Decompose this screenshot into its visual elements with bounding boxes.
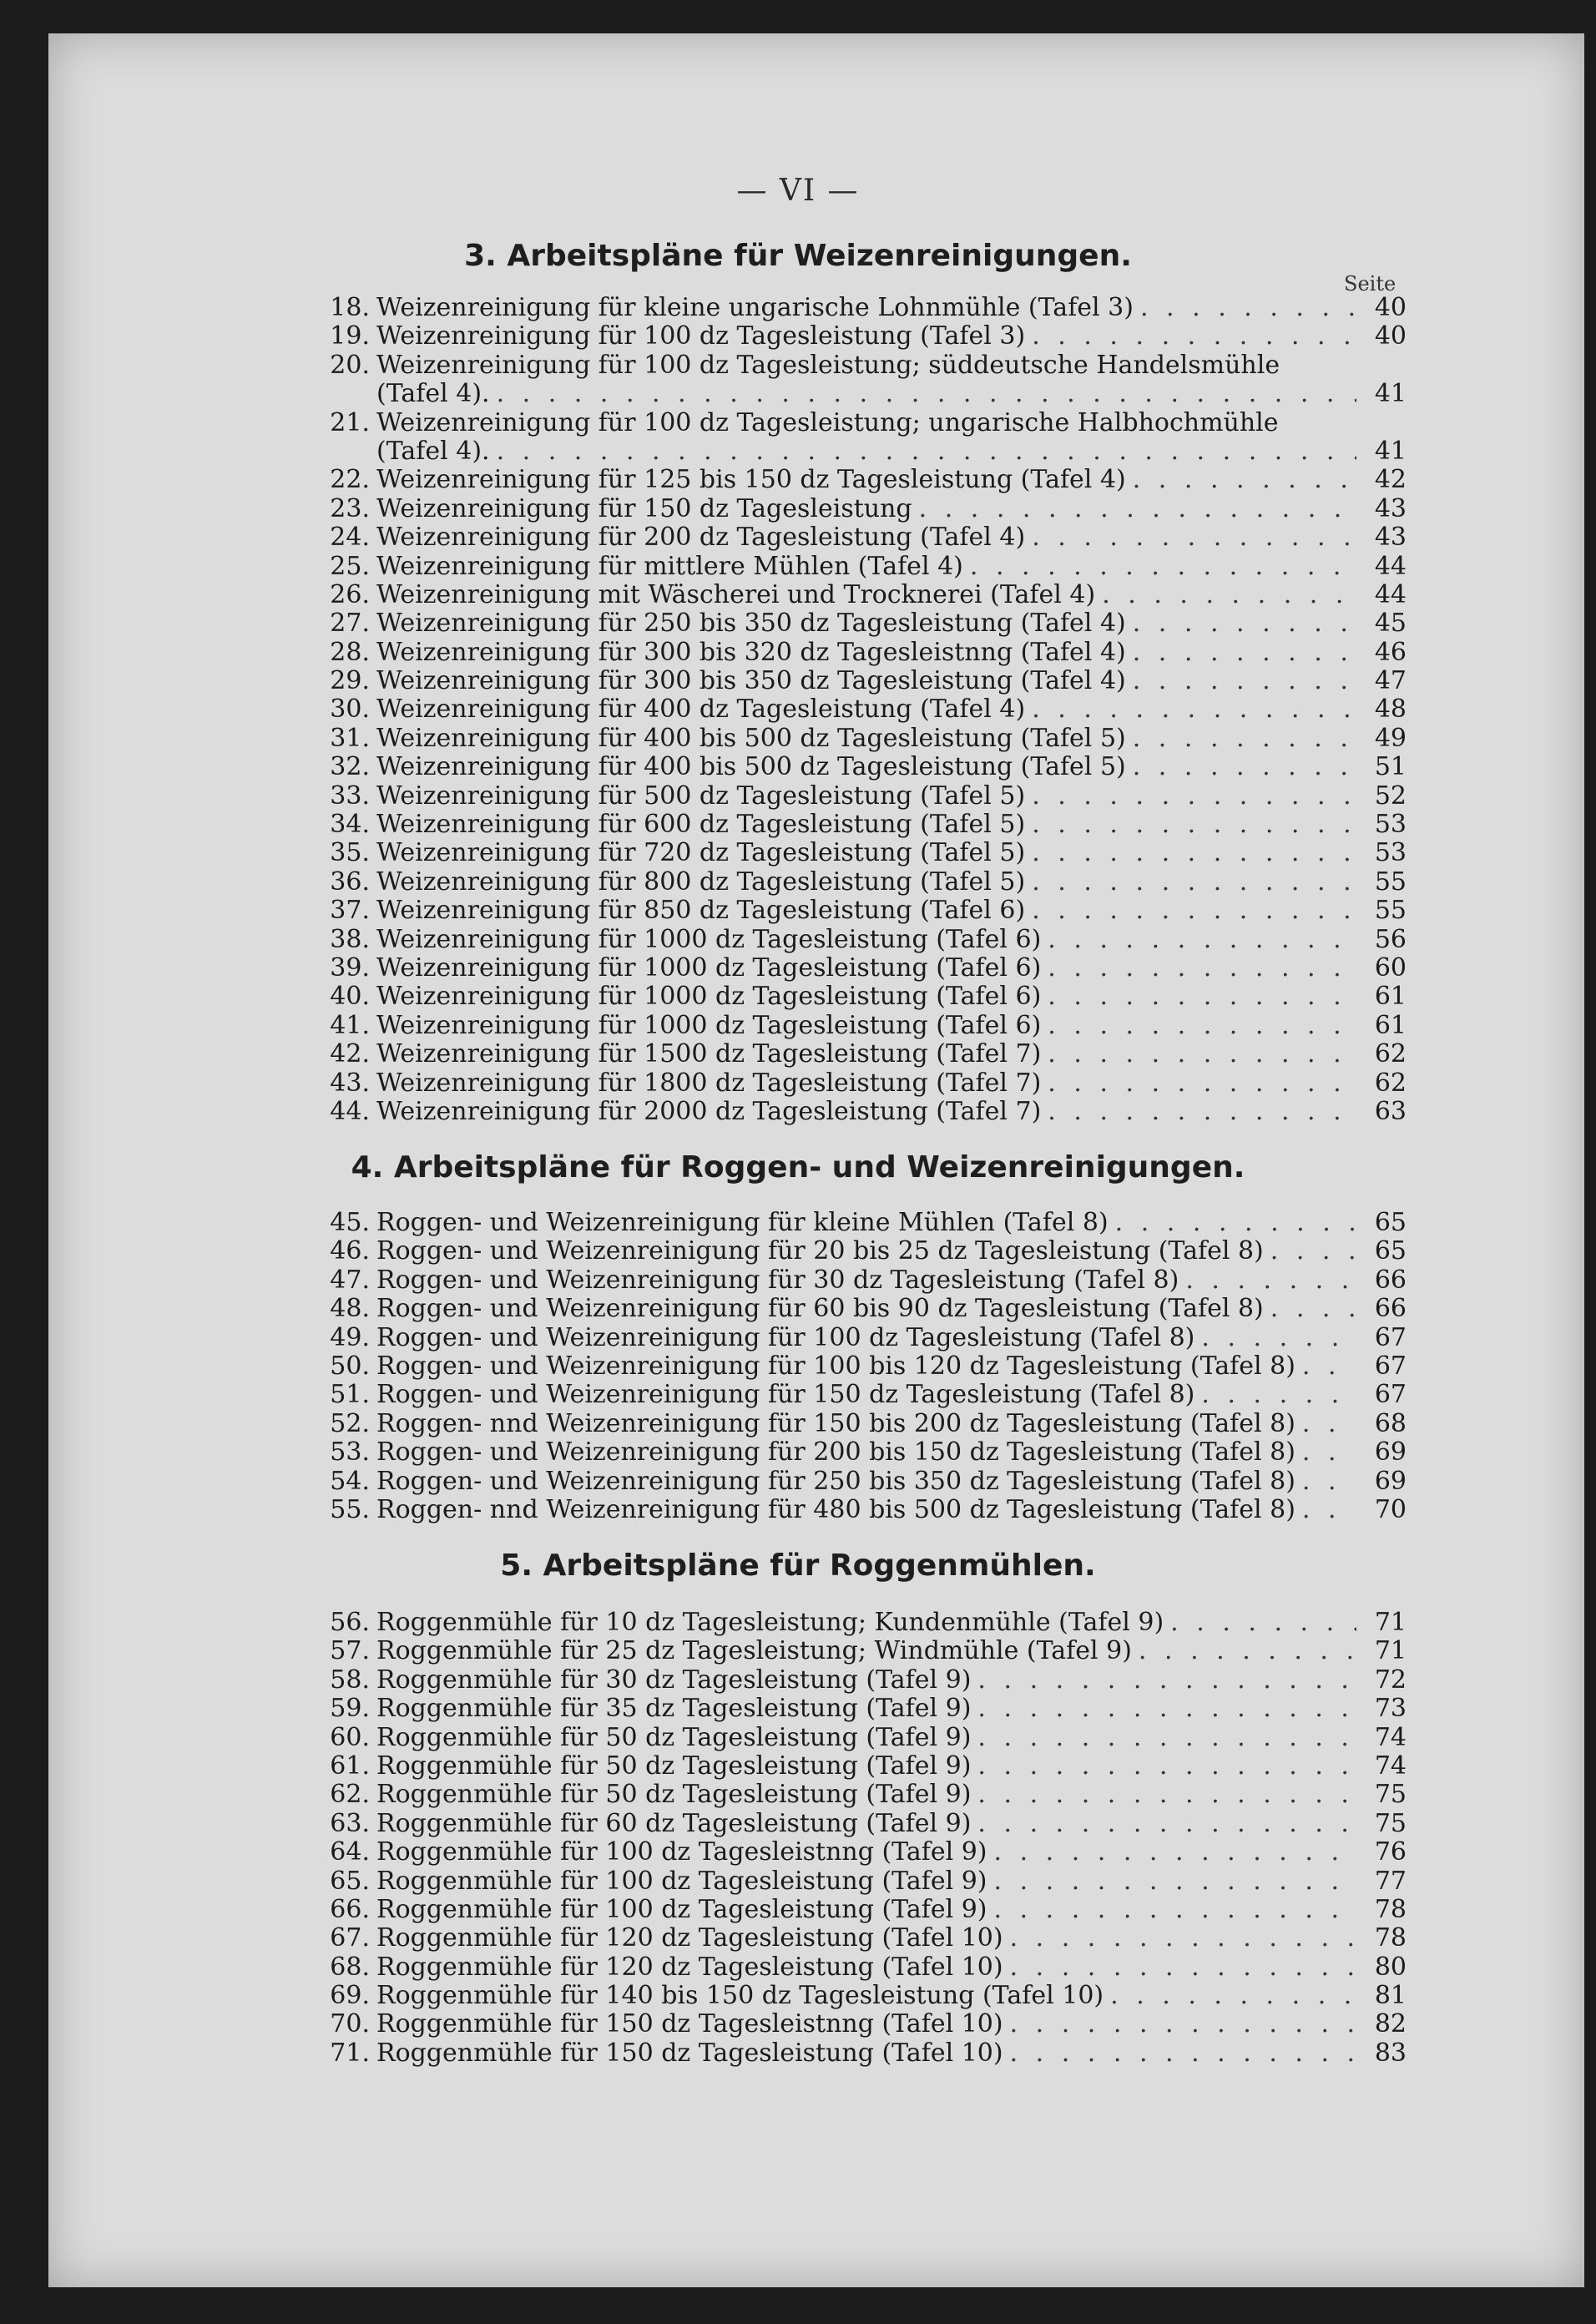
dot-leader [1010,1924,1356,1953]
entry-number: 70. [330,2009,370,2039]
entry-title: Weizenreinigung für 125 bis 150 dz Tagesleistung (Tafel 4) [376,465,1126,495]
entry-title: Roggenmühle für 60 dz Tagesleistung (Tafel 9) [376,1808,972,1838]
entry-title: Roggenmühle für 50 dz Tagesleistung (Tafel 9) [376,1722,972,1752]
entry-page: 67 [1374,1322,1407,1352]
toc-entry [321,667,1407,695]
entry-page: 51 [1374,752,1407,782]
entry-number: 29. [330,666,370,696]
entry-number: 58. [330,1665,370,1695]
entry-title: Weizenreinigung für 100 dz Tagesleistung (Tafel 3) [376,321,1026,351]
dot-leader [1302,1468,1356,1496]
dot-leader [1032,782,1356,811]
entry-number: 61. [330,1751,370,1781]
entry-number: 55. [330,1494,370,1524]
entry-page: 53 [1374,810,1407,840]
entry-number: 62. [330,1780,370,1810]
entry-number: 49. [330,1322,370,1352]
entry-title: Weizenreinigung für 100 dz Tagesleistung; ungarische Halbhochmühle [376,407,1279,437]
page-number: — VI — [736,174,860,208]
dot-leader [1185,1266,1356,1295]
dot-leader [1010,2039,1356,2068]
entry-page: 75 [1374,1780,1407,1810]
entry-page: 65 [1374,1208,1407,1237]
entry-number: 22. [330,465,370,495]
entry-title: Roggenmühle für 100 dz Tagesleistung (Tafel 9) [376,1866,987,1896]
toc-entry-continuation [321,437,1407,466]
toc-entry [321,1295,1407,1323]
entry-number: 28. [330,637,370,667]
dot-leader [977,1781,1356,1809]
entry-number: 47. [330,1265,370,1295]
dot-leader [994,1867,1357,1896]
entry-title: Roggen- und Weizenreinigung für 20 bis 25 dz Tagesleistung (Tafel 8) [376,1236,1264,1266]
entry-title: Roggenmühle für 25 dz Tagesleistung; Windmühle (Tafel 9) [376,1636,1132,1666]
toc-entry [321,466,1407,494]
entry-page: 83 [1374,2038,1407,2068]
toc-entry [321,1724,1407,1752]
dot-leader [1133,639,1356,667]
entry-number: 30. [330,695,370,725]
entry-page: 49 [1374,723,1407,753]
entry-number: 66. [330,1894,370,1924]
entry-title: Roggenmühle für 50 dz Tagesleistung (Tafel 9) [376,1780,972,1810]
toc-entry [321,1924,1407,1953]
entry-title: Weizenreinigung für 250 bis 350 dz Tagesleistung (Tafel 4) [376,609,1126,639]
dot-leader [1133,609,1356,638]
toc-entry [321,897,1407,925]
entry-number: 32. [330,752,370,782]
entry-number: 18. [330,293,370,322]
toc-entry [321,753,1407,781]
entry-number: 34. [330,810,370,840]
entry-page: 78 [1374,1894,1407,1924]
entry-title: Roggenmühle für 30 dz Tagesleistung (Tafel 9) [376,1665,972,1695]
entry-page: 53 [1374,838,1407,868]
entry-page: 55 [1374,866,1407,897]
entry-title: Weizenreinigung für 1000 dz Tagesleistung (Tafel 6) [376,952,1042,983]
dot-leader [1032,897,1356,925]
dot-leader [1032,695,1356,724]
toc-entry [321,639,1407,667]
entry-number: 33. [330,781,370,811]
toc-entry [321,1069,1407,1098]
entry-number: 57. [330,1636,370,1666]
entry-page: 66 [1374,1294,1407,1324]
toc-entry [321,1496,1407,1524]
entry-number: 26. [330,579,370,609]
entry-title: Weizenreinigung für 2000 dz Tagesleistung (Tafel 7) [376,1096,1042,1126]
dot-leader [1133,667,1356,695]
dot-leader [919,495,1356,523]
entry-page: 69 [1374,1437,1407,1468]
dot-leader [1139,1637,1356,1665]
entry-page: 61 [1374,1010,1407,1040]
dot-leader [1133,753,1356,781]
entry-number: 50. [330,1351,370,1381]
entry-title: Weizenreinigung für 150 dz Tagesleistung [376,493,912,523]
entry-number: 65. [330,1866,370,1896]
entry-page: 45 [1374,609,1407,639]
entry-title: Roggenmühle für 10 dz Tagesleistung; Kundenmühle (Tafel 9) [376,1608,1164,1637]
entry-page: 71 [1374,1636,1407,1666]
entry-page: 60 [1374,952,1407,983]
entry-title: Weizenreinigung für 400 dz Tagesleistung (Tafel 4) [376,695,1026,725]
entry-page: 68 [1374,1408,1407,1438]
dot-leader [994,1896,1357,1924]
entry-title: Roggen- und Weizenreinigung für 200 bis 150 dz Tagesleistung (Tafel 8) [376,1437,1295,1468]
entry-title: Roggenmühle für 150 dz Tagesleistnng (Tafel 10) [376,2009,1003,2039]
entry-title: Weizenreinigung für 100 dz Tagesleistung; süddeutsche Handelsmühle [376,350,1280,380]
toc-section-5 [321,1609,1407,2068]
entry-title: Roggenmühle für 150 dz Tagesleistung (Tafel 10) [376,2038,1003,2068]
toc-entry [321,1324,1407,1352]
dot-leader [1302,1496,1356,1524]
toc-entry [321,782,1407,811]
entry-title: Weizenreinigung für 200 dz Tagesleistung (Tafel 4) [376,523,1026,553]
dot-leader [1133,466,1356,494]
entry-number: 38. [330,924,370,954]
entry-title: Roggen- und Weizenreinigung für 100 dz Tagesleistung (Tafel 8) [376,1322,1195,1352]
dot-leader [1032,868,1356,897]
entry-title: Weizenreinigung für 800 dz Tagesleistung (Tafel 5) [376,866,1026,897]
entry-page: 48 [1374,695,1407,725]
entry-page: 67 [1374,1380,1407,1410]
entry-page: 43 [1374,493,1407,523]
entry-number: 51. [330,1380,370,1410]
dot-leader [1140,294,1356,322]
entry-page: 75 [1374,1808,1407,1838]
entry-number: 37. [330,896,370,926]
toc-entry [321,2010,1407,2039]
entry-page: 40 [1374,293,1407,322]
toc-entry [321,1838,1407,1867]
toc-entry [321,609,1407,638]
entry-page: 67 [1374,1351,1407,1381]
entry-page: 72 [1374,1665,1407,1695]
toc-entry [321,495,1407,523]
entry-number: 53. [330,1437,370,1468]
entry-page: 55 [1374,896,1407,926]
entry-title: Roggen- und Weizenreinigung für 60 bis 90 dz Tagesleistung (Tafel 8) [376,1294,1264,1324]
entry-page: 74 [1374,1722,1407,1752]
entry-number: 20. [330,350,370,380]
entry-number: 42. [330,1039,370,1069]
section-heading-4: 4. Arbeitspläne für Roggen- und Weizenreinigungen. [351,1150,1245,1185]
dot-leader [497,380,1356,408]
entry-number: 63. [330,1808,370,1838]
entry-page: 73 [1374,1694,1407,1724]
toc-entry [321,954,1407,983]
dot-leader [1102,581,1356,609]
entry-page: 63 [1374,1096,1407,1126]
entry-page: 74 [1374,1751,1407,1781]
entry-title: Roggen- nnd Weizenreinigung für 480 bis 500 dz Tagesleistung (Tafel 8) [376,1494,1295,1524]
toc-entry [321,1637,1407,1665]
toc-entry [321,983,1407,1011]
entry-number: 68. [330,1952,370,1982]
entry-title: Weizenreinigung für 1500 dz Tagesleistung (Tafel 7) [376,1039,1042,1069]
column-header-seite: Seite [1344,272,1396,296]
entry-title: Roggen- und Weizenreinigung für 100 bis 120 dz Tagesleistung (Tafel 8) [376,1351,1295,1381]
toc-entry [321,1040,1407,1069]
entry-title: Roggenmühle für 50 dz Tagesleistung (Tafel 9) [376,1751,972,1781]
entry-title: Weizenreinigung für kleine ungarische Lohnmühle (Tafel 3) [376,293,1134,322]
entry-title: Roggen- und Weizenreinigung für 150 dz Tagesleistung (Tafel 8) [376,1380,1195,1410]
dot-leader [1048,954,1356,983]
entry-page: 40 [1374,321,1407,351]
entry-page: 61 [1374,982,1407,1012]
entry-title: Weizenreinigung für 500 dz Tagesleistung (Tafel 5) [376,781,1026,811]
entry-page: 44 [1374,551,1407,581]
toc-entry-continuation [321,380,1407,408]
entry-title: Roggenmühle für 140 bis 150 dz Tagesleistung (Tafel 10) [376,1981,1104,2011]
entry-title: Roggenmühle für 35 dz Tagesleistung (Tafel 9) [376,1694,972,1724]
entry-number: 48. [330,1294,370,1324]
entry-page: 41 [1374,379,1407,409]
toc-entry [321,1012,1407,1040]
entry-title: Roggenmühle für 120 dz Tagesleistung (Tafel 10) [376,1923,1003,1953]
entry-page: 52 [1374,781,1407,811]
dot-leader [1201,1381,1356,1409]
toc-entry [321,2039,1407,2068]
entry-title: Weizenreinigung für 1000 dz Tagesleistung (Tafel 6) [376,982,1042,1012]
entry-page: 62 [1374,1039,1407,1069]
entry-page: 81 [1374,1981,1407,2011]
toc-entry [321,1982,1407,2010]
entry-page: 70 [1374,1494,1407,1524]
entry-title: Weizenreinigung für 1800 dz Tagesleistung (Tafel 7) [376,1068,1042,1098]
entry-title: Weizenreinigung mit Wäscherei und Trocknerei (Tafel 4) [376,579,1096,609]
entry-page: 43 [1374,523,1407,553]
toc-entry [321,409,1407,437]
dot-leader [1010,1953,1356,1982]
dot-leader [1048,1012,1356,1040]
entry-number: 27. [330,609,370,639]
entry-title: Weizenreinigung für 300 bis 350 dz Tagesleistung (Tafel 4) [376,666,1126,696]
dot-leader [1032,811,1356,839]
entry-title: Weizenreinigung für mittlere Mühlen (Tafel 4) [376,551,963,581]
toc-entry [321,1237,1407,1266]
entry-page: 47 [1374,666,1407,696]
toc-entry [321,1695,1407,1723]
entry-number: 52. [330,1408,370,1438]
toc-entry [321,926,1407,954]
entry-page: 76 [1374,1837,1407,1867]
entry-page: 71 [1374,1608,1407,1637]
entry-title: Roggen- und Weizenreinigung für 250 bis 350 dz Tagesleistung (Tafel 8) [376,1466,1295,1496]
entry-number: 44. [330,1096,370,1126]
dot-leader [1270,1237,1356,1266]
toc-entry [321,581,1407,609]
toc-entry [321,1867,1407,1896]
toc-entry [321,322,1407,351]
dot-leader [977,1695,1356,1723]
toc-entry [321,523,1407,552]
entry-page: 62 [1374,1068,1407,1098]
entry-title: Weizenreinigung für 1000 dz Tagesleistung (Tafel 6) [376,1010,1042,1040]
entry-number: 64. [330,1837,370,1867]
entry-number: 56. [330,1608,370,1637]
toc-entry [321,1666,1407,1695]
entry-number: 24. [330,523,370,553]
section-heading-3: 3. Arbeitspläne für Weizenreinigungen. [464,239,1132,273]
entry-page: 69 [1374,1466,1407,1496]
entry-number: 39. [330,952,370,983]
toc-entry [321,1609,1407,1637]
entry-title: Weizenreinigung für 720 dz Tagesleistung (Tafel 5) [376,838,1026,868]
toc-entry [321,1352,1407,1381]
dot-leader [1048,926,1356,954]
entry-number: 43. [330,1068,370,1098]
dot-leader [1133,725,1356,753]
entry-title: Weizenreinigung für 300 bis 320 dz Tagesleistnng (Tafel 4) [376,637,1126,667]
dot-leader [977,1810,1356,1838]
toc-entry [321,725,1407,753]
dot-leader [977,1724,1356,1752]
toc-entry [321,1209,1407,1237]
entry-title: Roggenmühle für 120 dz Tagesleistung (Tafel 10) [376,1952,1003,1982]
toc-entry [321,839,1407,867]
entry-number: 40. [330,982,370,1012]
toc-entry [321,1781,1407,1809]
dot-leader [1302,1352,1356,1381]
toc-entry [321,1953,1407,1982]
toc-entry [321,1098,1407,1126]
dot-leader [1110,1982,1356,2010]
toc-entry [321,1410,1407,1438]
toc-entry [321,1468,1407,1496]
entry-title-continuation: (Tafel 4). [376,379,490,409]
entry-page: 46 [1374,637,1407,667]
dot-leader [977,1752,1356,1781]
toc-entry [321,351,1407,380]
dot-leader [1032,322,1356,351]
toc-entry [321,1266,1407,1295]
entry-page: 77 [1374,1866,1407,1896]
dot-leader [994,1838,1357,1867]
entry-number: 67. [330,1923,370,1953]
toc-section-3 [321,294,1407,1126]
dot-leader [977,1666,1356,1695]
toc-entry [321,695,1407,724]
entry-page: 82 [1374,2009,1407,2039]
entry-title: Weizenreinigung für 850 dz Tagesleistung (Tafel 6) [376,896,1026,926]
entry-title: Roggen- und Weizenreinigung für kleine Mühlen (Tafel 8) [376,1208,1109,1237]
entry-title: Roggenmühle für 100 dz Tagesleistung (Tafel 9) [376,1894,987,1924]
entry-number: 25. [330,551,370,581]
toc-entry [321,1896,1407,1924]
entry-number: 69. [330,1981,370,2011]
entry-number: 35. [330,838,370,868]
toc-entry [321,1381,1407,1409]
toc-entry [321,1752,1407,1781]
toc-section-4 [321,1209,1407,1524]
toc-entry [321,553,1407,581]
dot-leader [970,553,1356,581]
entry-number: 60. [330,1722,370,1752]
dot-leader [1270,1295,1356,1323]
entry-page: 41 [1374,436,1407,466]
entry-number: 46. [330,1236,370,1266]
toc-entry [321,1810,1407,1838]
entry-title: Weizenreinigung für 400 bis 500 dz Tagesleistung (Tafel 5) [376,752,1126,782]
dot-leader [1302,1438,1356,1467]
dot-leader [497,437,1356,466]
entry-page: 66 [1374,1265,1407,1295]
toc-entry [321,868,1407,897]
entry-number: 54. [330,1466,370,1496]
dot-leader [1170,1609,1356,1637]
entry-page: 42 [1374,465,1407,495]
dot-leader [1032,523,1356,552]
entry-page: 44 [1374,579,1407,609]
dot-leader [1048,1098,1356,1126]
dot-leader [1010,2010,1356,2039]
entry-title: Roggenmühle für 100 dz Tagesleistnng (Tafel 9) [376,1837,987,1867]
toc-entry [321,294,1407,322]
dot-leader [1048,1040,1356,1069]
entry-number: 23. [330,493,370,523]
entry-number: 59. [330,1694,370,1724]
entry-page: 78 [1374,1923,1407,1953]
toc-entry [321,1438,1407,1467]
entry-title: Weizenreinigung für 600 dz Tagesleistung (Tafel 5) [376,810,1026,840]
entry-title-continuation: (Tafel 4). [376,436,490,466]
entry-number: 41. [330,1010,370,1040]
section-heading-5: 5. Arbeitspläne für Roggenmühlen. [500,1548,1096,1583]
toc-entry [321,811,1407,839]
entry-number: 36. [330,866,370,897]
entry-number: 45. [330,1208,370,1237]
dot-leader [1048,1069,1356,1098]
entry-title: Weizenreinigung für 400 bis 500 dz Tagesleistung (Tafel 5) [376,723,1126,753]
entry-page: 56 [1374,924,1407,954]
dot-leader [1201,1324,1356,1352]
entry-page: 65 [1374,1236,1407,1266]
entry-page: 80 [1374,1952,1407,1982]
entry-title: Roggen- nnd Weizenreinigung für 150 bis 200 dz Tagesleistung (Tafel 8) [376,1408,1295,1438]
entry-number: 71. [330,2038,370,2068]
entry-number: 19. [330,321,370,351]
dot-leader [1302,1410,1356,1438]
dot-leader [1032,839,1356,867]
dot-leader [1048,983,1356,1011]
entry-title: Roggen- und Weizenreinigung für 30 dz Tagesleistung (Tafel 8) [376,1265,1179,1295]
entry-number: 31. [330,723,370,753]
entry-number: 21. [330,407,370,437]
dot-leader [1115,1209,1356,1237]
entry-title: Weizenreinigung für 1000 dz Tagesleistung (Tafel 6) [376,924,1042,954]
